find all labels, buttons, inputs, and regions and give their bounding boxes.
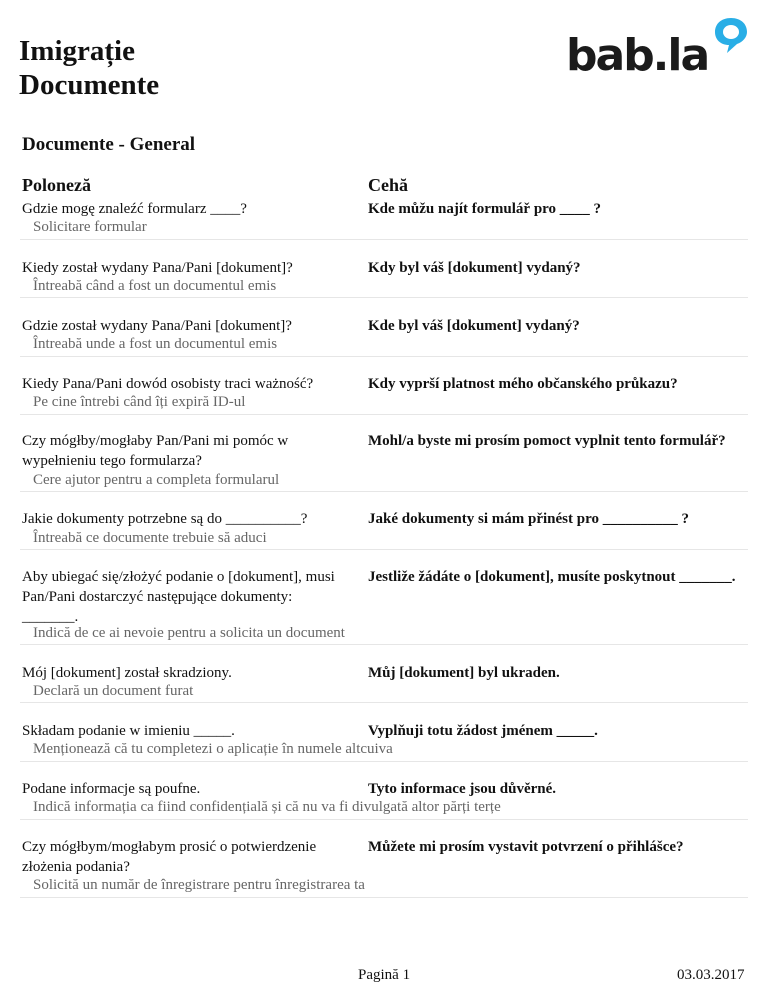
document-date: 03.03.2017 [677,967,745,983]
phrase-row [20,316,748,357]
romanian-note: Solicitare formular [33,219,147,235]
czech-phrase: Můj [dokument] byl ukraden. [368,665,560,681]
romanian-note: Întreabă când a fost un documentul emis [33,278,277,294]
phrase-row [20,721,748,762]
phrase-row [20,509,748,550]
column-header-czech: Cehă [368,175,408,195]
phrase-row [20,837,748,898]
phrase-row [20,258,748,298]
phrase-row [20,431,748,492]
phrase-row [20,199,748,240]
romanian-note: Întreabă unde a fost un documentul emis [33,336,278,352]
polish-phrase: Składam podanie w imieniu _____. [22,723,235,739]
czech-phrase: Kde byl váš [dokument] vydaný? [368,318,580,334]
romanian-note: Solicită un număr de înregistrare pentru înregistrarea ta [33,877,365,893]
polish-phrase: Gdzie mogę znaleźć formularz ____? [22,201,247,217]
polish-phrase: Podane informacje są poufne. [22,781,201,797]
phrase-row [20,374,748,415]
czech-phrase: Vyplňuji totu žádost jménem _____. [368,723,598,739]
czech-phrase: Jestliže žádáte o [dokument], musíte poskytnout _______. [368,569,736,585]
czech-phrase: Kde můžu najít formulář pro ____ ? [368,201,602,217]
romanian-note: Menționează că tu completezi o aplicație în numele altcuiva [33,741,393,757]
title-line-1: Imigrație [19,35,135,67]
section-title: Documente - General [22,134,196,155]
polish-phrase: Kiedy Pana/Pani dowód osobisty traci ważność? [22,376,314,392]
polish-phrase: Mój [dokument] został skradziony. [22,665,232,681]
romanian-note: Indică informația ca fiind confidențială și că nu va fi divulgată altor părți terțe [33,799,501,815]
czech-phrase: Mohl/a byste mi prosím pomoct vyplnit tento formulář? [368,433,726,449]
logo-text: bab.la [566,30,709,81]
polish-phrase: Czy mógłbym/mogłabym prosić o potwierdzenie złożenia podania? [22,839,317,875]
page-title [19,34,159,102]
czech-phrase: Kdy vyprší platnost mého občanského průkazu? [368,376,678,392]
title-line-2: Documente [19,69,160,101]
polish-phrase: Czy mógłby/mogłaby Pan/Pani mi pomóc w wypełnieniu tego formularza? [22,433,289,469]
romanian-note: Declară un document furat [33,683,194,699]
bab-la-logo[interactable] [566,15,751,81]
phrase-row [20,663,748,703]
czech-phrase: Jaké dokumenty si mám přinést pro __________ ? [368,511,689,527]
speech-bubble-icon [711,15,751,55]
czech-phrase: Můžete mi prosím vystavit potvrzení o přihlášce? [368,839,684,855]
phrase-row [20,567,748,645]
polish-phrase: Aby ubiegać się/złożyć podanie o [dokument], musi Pan/Pani dostarczyć następujące dokumenty: _______. [22,569,335,625]
czech-phrase: Kdy byl váš [dokument] vydaný? [368,260,581,276]
romanian-note: Indică de ce ai nevoie pentru a solicita un document [33,625,345,641]
polish-phrase: Kiedy został wydany Pana/Pani [dokument]? [22,260,293,276]
polish-phrase: Jakie dokumenty potrzebne są do __________? [22,511,308,527]
romanian-note: Cere ajutor pentru a completa formularul [33,472,280,488]
romanian-note: Pe cine întrebi când îți expiră ID-ul [33,394,246,410]
romanian-note: Întreabă ce documente trebuie să aduci [33,530,267,546]
column-header-polish: Poloneză [22,175,91,195]
phrase-row [20,779,748,820]
polish-phrase: Gdzie został wydany Pana/Pani [dokument]? [22,318,292,334]
page-number: Pagină 1 [358,967,411,983]
czech-phrase: Tyto informace jsou důvěrné. [368,781,557,797]
